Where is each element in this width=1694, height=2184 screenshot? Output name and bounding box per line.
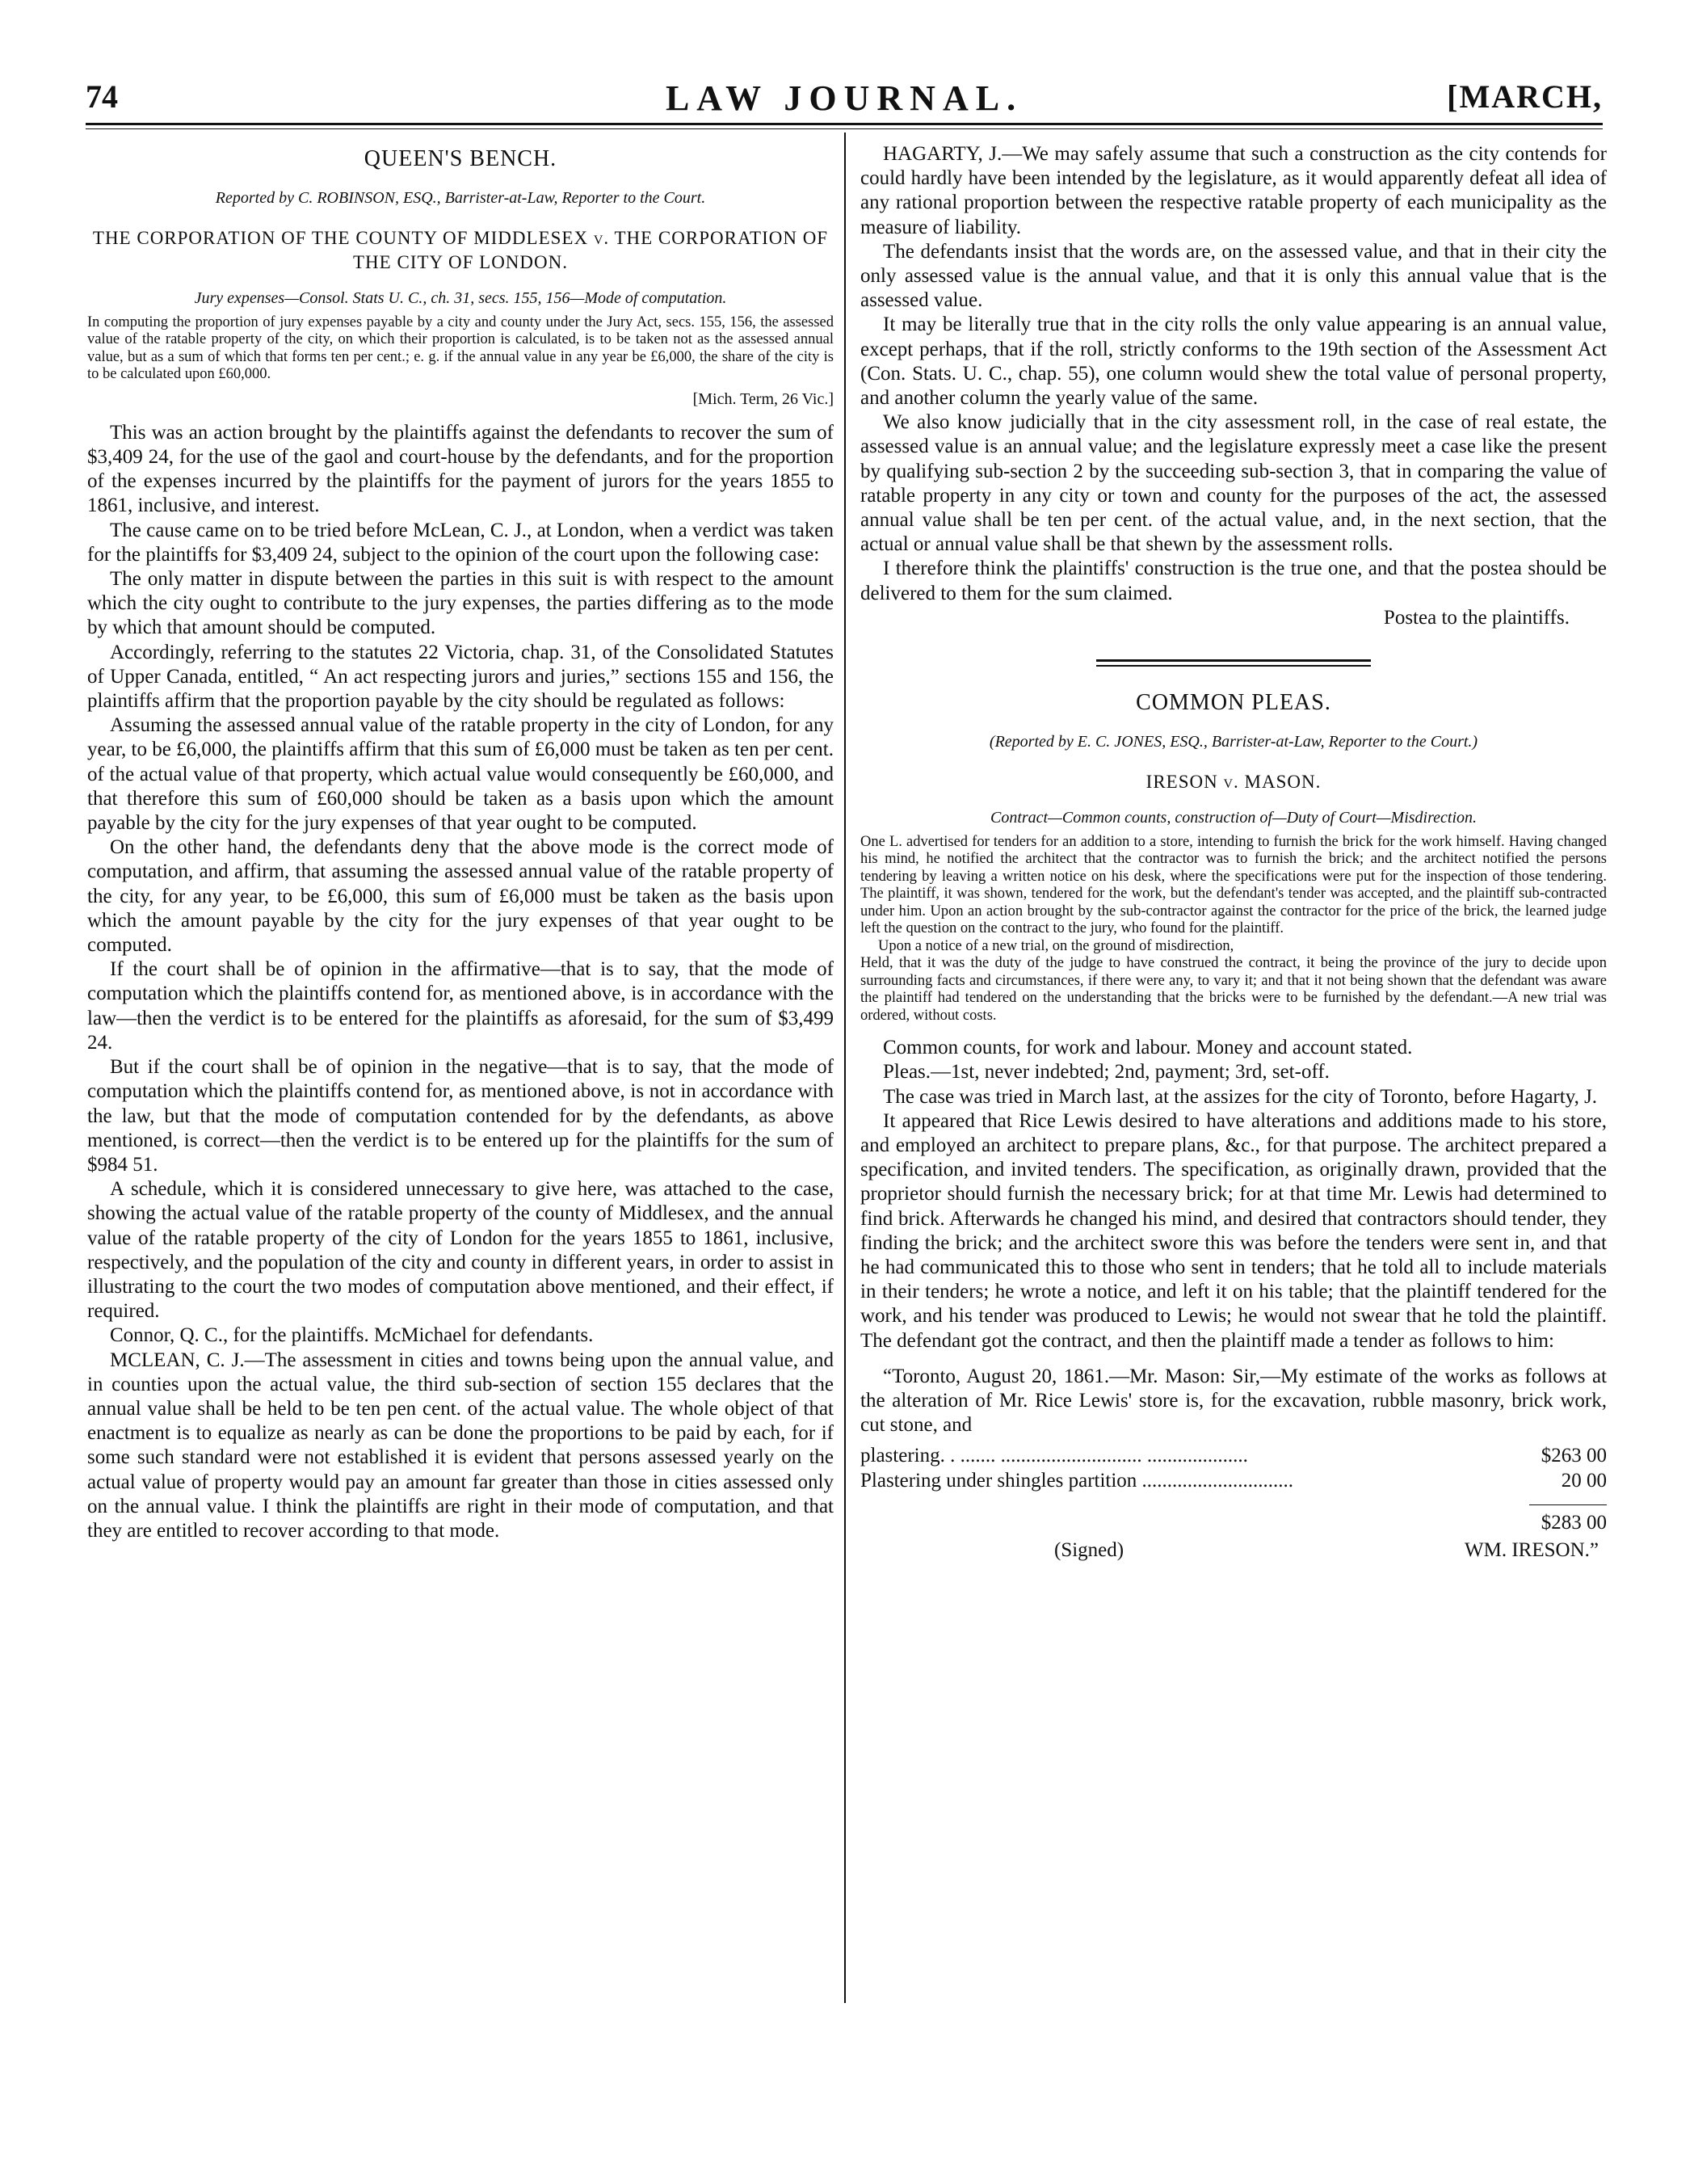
- headnote-text: In computing the proportion of jury expenses payable by a city and county under the Jury Act, secs. 155, 156, the assessed value of the ratable property of the city, on which their proportion is calculated, is to be taken not as the assessed annual value, but as a sum of which that forms ten per cent.; e. g. if the annual value in any year be £6,000, the share of the city is to be calculated upon £60,000.: [87, 314, 834, 383]
- estimate-label: plastering. . ....... ............................ ....................: [860, 1445, 1248, 1467]
- paragraph: Assuming the assessed annual value of the ratable property in the city of London, for any year, to be £6,000, the plaintiffs affirm that this sum of £6,000 must be taken as ten per cent. of the actual value of that property, which actual value would consequently be £60,000, and that therefore this sum of £60,000 should be taken as a basis upon which the amount payable by the city for the jury expenses of that year ought to be computed.: [87, 714, 834, 835]
- running-header: [86, 78, 1603, 118]
- section-title-common-pleas: COMMON PLEAS.: [1136, 690, 1331, 716]
- signer-name: WM. IRESON.”: [1465, 1538, 1599, 1561]
- total-amount: $283 00: [1541, 1511, 1607, 1534]
- estimate-total: [860, 1504, 1607, 1534]
- paragraph: On the other hand, the defendants deny that the above mode is the correct mode of computation, and affirm, that assuming the assessed annual value of the ratable property of the city, for any year, to be £6,000, this sum of £6,000 must be taken as the basis upon which the amount payable by the city for the jury expenses of that year ought to be computed.: [87, 836, 834, 957]
- headnote-held: Held, that it was the duty of the judge to have construed the contract, it being the province of the jury to decide upon surrounding facts and circumstances, if there were any, to vary it; and that it not being shown that the defendant was aware the plaintiff had tendered on the understanding that the bricks were to be furnished by the defendant.—A new trial was ordered, without costs.: [860, 955, 1607, 1024]
- section-title-queens-bench: QUEEN'S BENCH.: [364, 146, 557, 171]
- page-number: 74: [86, 78, 118, 115]
- estimate-row: [860, 1469, 1607, 1493]
- estimate-table: [860, 1444, 1607, 1492]
- judgment-mclean: MCLEAN, C. J.—The assessment in cities and towns being upon the annual value, and in counties upon the actual value, the third sub-section of section 155 declares that the annual value shall be held to be ten pen cent. of the actual value. The whole object of that enactment is to equalize as nearly as can be done the proportions to be paid by each, for if some such standard were not established it is evident that persons assessed yearly on the actual value of property would pay an amount far greater than those in cities assessed only on the annual value. I think the plaintiffs are right in their mode of computation, and that they are entitled to recover according to that mode.: [87, 1349, 834, 1542]
- paragraph: Common counts, for work and labour. Money and account stated.: [883, 1037, 1413, 1059]
- judgment-hagarty: HAGARTY, J.—We may safely assume that such a construction as the city contends for could hardly have been intended by the legislature, as it would apparently defeat all idea of any rational proportion between the respective ratable property of each municipality as the measure of liability.: [860, 143, 1607, 238]
- quoted-tender: “Toronto, August 20, 1861.—Mr. Mason: Sir,—My estimate of the works as follows at the alteration of Mr. Rice Lewis' store is, for the excavation, rubble masonry, brick work, cut stone, and: [860, 1365, 1607, 1437]
- paragraph: A schedule, which it is considered unnecessary to give here, was attached to the case, showing the actual value of the ratable property of the county of Middlesex, and the annual value of the ratable property of the city of London for the years 1855 to 1861, inclusive, respectively, and the population of the city and county in different years, in order to assist in illustrating to the court the two modes of computation above mentioned, and their effect, if required.: [87, 1178, 834, 1323]
- paragraph: Accordingly, referring to the statutes 22 Victoria, chap. 31, of the Consolidated Statutes of Upper Canada, entitled, “ An act respecting jurors and juries,” sections 155 and 156, the plaintiffs affirm that the proportion payable by the city should be regulated as follows:: [87, 641, 834, 713]
- journal-title: LAW JOURNAL.: [665, 78, 1024, 118]
- headnote-text: Upon a notice of a new trial, on the ground of misdirection,: [878, 937, 1234, 954]
- paragraph: I therefore think the plaintiffs' construction is the true one, and that the postea should be delivered to them for the sum claimed.: [860, 558, 1607, 604]
- signed-label: (Signed): [1054, 1538, 1124, 1561]
- estimate-amount: 20 00: [1561, 1469, 1607, 1492]
- paragraph: The defendants insist that the words are, on the assessed value, and that in their city the only assessed value is the annual value, and that it is only this annual value that is the assessed value.: [860, 240, 1607, 312]
- paragraph: It may be literally true that in the city rolls the only value appearing is an annual value, except perhaps, that if the roll, strictly conforms to the 19th section of the Assessment Act (Con. Stats. U. C., chap. 55), one column would shew the total value of personal property, and another column the yearly value of the same.: [860, 314, 1607, 410]
- right-column: [860, 142, 1607, 1563]
- paragraph: The case was tried in March last, at the assizes for the city of Toronto, before Hagarty, J.: [883, 1085, 1598, 1108]
- paragraph: The cause came on to be tried before McLean, C. J., at London, when a verdict was taken for the plaintiffs for $3,409 24, subject to the opinion of the court upon the following case:: [87, 519, 834, 566]
- paragraph: We also know judicially that in the city assessment roll, in the case of real estate, the assessed value is an annual value; and the legislature expressly meet a case like the present by qualifying sub-section 2 by the succeeding sub-section 3, that in comparing the value of ratable property in any city or town and county for the purposes of the act, the assessed annual value shall be ten per cent. of the actual value, and, in the next section, that the actual or annual value shall be that shewn by the assessment rolls.: [860, 411, 1607, 556]
- column-divider: [844, 133, 846, 2003]
- case-title: THE CORPORATION OF THE COUNTY OF MIDDLESEX v. THE CORPORATION OF THE CITY OF LONDON.: [92, 228, 829, 273]
- case-title: IRESON v. MASON.: [1145, 772, 1322, 793]
- paragraph: But if the court shall be of opinion in the negative—that is to say, that the mode of computation which the plaintiffs contend for, as mentioned above, is not in accordance with the law, but that the mode of computation contended for by the defendants, as above mentioned, is correct—then the verdict is to be entered up for the plaintiffs for the sum of $984 51.: [87, 1056, 834, 1176]
- section-divider: [1096, 659, 1371, 667]
- paragraph: It appeared that Rice Lewis desired to have alterations and additions made to his store, and employed an architect to prepare plans, &c., for that purpose. The architect prepared a specification, and invited tenders. The specification, as originally drawn, provided that the proprietor should furnish the necessary brick; for at that time Mr. Lewis had determined to find brick. Afterwards he changed his mind, and desired that contractors should tender, they finding the brick; and the architect swore this was before the tenders were sent in, and that he had communicated this to those who sent in tenders; that he told all to include materials in their tenders; he wrote a notice, and left it on his table; that the plaintiff tendered for the work, and his tender was produced to Lewis; he would not swear that he told the plaintiff. The defendant got the contract, and then the plaintiff made a tender as follows to him:: [860, 1109, 1607, 1352]
- paragraph: The only matter in dispute between the parties in this suit is with respect to the amount which the city ought to contribute to the jury expenses, the parties differing as to the mode by which that amount should be computed.: [87, 568, 834, 639]
- header-rule: [86, 123, 1603, 129]
- estimate-amount: $263 00: [1541, 1445, 1607, 1467]
- paragraph: This was an action brought by the plaintiffs against the defendants to recover the sum of $3,409 24, for the use of the gaol and court-house by the defendants, and for the proportion of the expenses incurred by the plaintiffs for the payment of jurors for the years 1855 to 1861, inclusive, and interest.: [87, 421, 834, 517]
- headnote: [860, 834, 1607, 1025]
- postea-line: Postea to the plaintiffs.: [1383, 606, 1570, 629]
- catchline: Jury expenses—Consol. Stats U. C., ch. 31, secs. 155, 156—Mode of computation.: [194, 289, 727, 308]
- counsel-line: Connor, Q. C., for the plaintiffs. McMichael for defendants.: [110, 1324, 594, 1347]
- estimate-row: [860, 1444, 1607, 1468]
- signature-line: [860, 1538, 1607, 1563]
- headnote: [87, 314, 834, 384]
- headnote-text: One L. advertised for tenders for an addition to a store, intending to furnish the brick for the work himself. Having changed his mind, he notified the architect that the contractor was to furnish the brick; and the architect notified the persons tendering by leaving a written notice on his desk, where the specifications were put for the inspection of those tendering. The plaintiff, it was shown, tendered for the work, but the defendant's tender was accepted, and the plaintiff sub-contracted under him. Upon an action brought by the sub-contractor against the contractor for the price of the brick, the learned judge left the question on the contract to the jury, who found for the plaintiff.: [860, 833, 1607, 937]
- total-rule: [1529, 1504, 1607, 1505]
- term-note: [Mich. Term, 26 Vic.]: [692, 389, 834, 408]
- paragraph: Pleas.—1st, never indebted; 2nd, payment; 3rd, set-off.: [883, 1061, 1330, 1084]
- paragraph: If the court shall be of opinion in the affirmative—that is to say, that the mode of computation which the plaintiffs contend for, as mentioned above, is in accordance with the law—then the verdict is to be entered for the plaintiffs as aforesaid, for the sum of $3,499 24.: [87, 958, 834, 1054]
- reporter-line: Reported by C. ROBINSON, ESQ., Barrister-at-Law, Reporter to the Court.: [215, 189, 706, 208]
- reporter-line: (Reported by E. C. JONES, ESQ., Barrister-at-Law, Reporter to the Court.): [989, 733, 1478, 751]
- catchline: Contract—Common counts, construction of—Duty of Court—Misdirection.: [990, 809, 1478, 827]
- estimate-label: Plastering under shingles partition ..............................: [860, 1469, 1294, 1492]
- header-month: [MARCH,: [1447, 78, 1603, 115]
- left-column: [87, 142, 834, 1543]
